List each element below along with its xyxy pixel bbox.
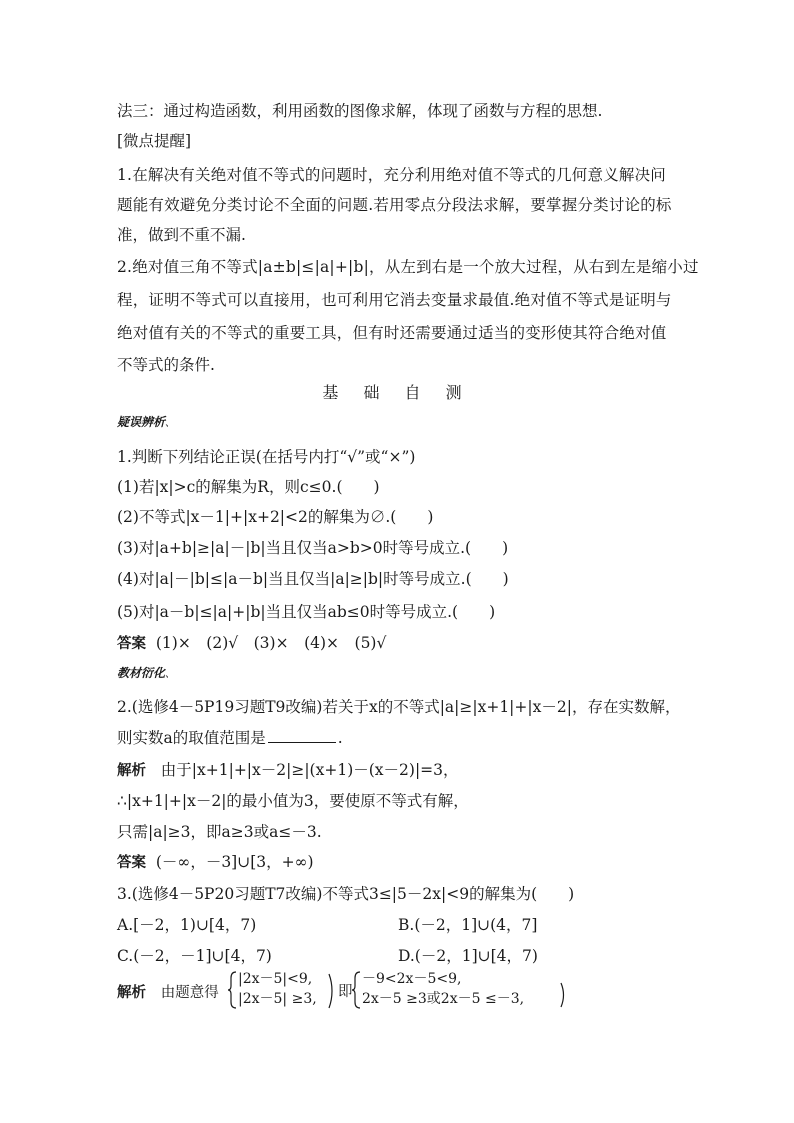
q3-option-c: C.(－2，－1]∪[4，7) <box>117 947 272 965</box>
q1-item-5: (5)对|a－b|≤|a|+|b|当且仅当ab≤0时等号成立.( ) <box>117 603 496 621</box>
q1-item-3: (3)对|a+b|≥|a|－|b|当且仅当a>b>0时等号成立.( ) <box>117 539 509 557</box>
left-brace-icon <box>228 970 238 1010</box>
answer-label: 答案 <box>117 855 146 871</box>
q3-stem: 3.(选修4－5P20习题T7改编)不等式3≤|5－2x|<9的解集为( ) <box>117 885 575 903</box>
tip2-line4: 不等式的条件. <box>117 356 215 374</box>
tip2-line2: 程，证明不等式可以直接用，也可利用它消去变量求最值.绝对值不等式是证明与 <box>117 291 672 309</box>
solution-label: 解析 <box>117 763 146 779</box>
answer-label: 答案 <box>117 636 146 652</box>
q2-solution-line1 <box>117 760 459 781</box>
right-brace-1-icon <box>328 972 334 1010</box>
system-1-bottom: |2x－5| ≥3, <box>238 991 317 1007</box>
solution-label: 解析 <box>117 985 146 1001</box>
answer-text: (－∞，－3]∪[3，+∞) <box>155 853 314 871</box>
q3-solution-label-line <box>117 982 219 1003</box>
q1-item-2: (2)不等式|x－1|+|x+2|<2的解集为∅.( ) <box>117 508 434 526</box>
q2-line2-text: 则实数a的取值范围是 <box>117 729 266 747</box>
tip2-line3: 绝对值有关的不等式的重要工具，但有时还需要通过适当的变形使其符合绝对值 <box>117 324 667 342</box>
part2-tag <box>117 665 175 683</box>
tips-heading: [微点提醒] <box>117 132 192 150</box>
tag-mark-icon: 、 <box>165 669 176 680</box>
system-1-top: |2x－5|<9, <box>238 971 313 987</box>
tag-mark-icon: 、 <box>165 418 176 429</box>
solution-text-1: 由于|x+1|+|x－2|≥|(x+1)－(x－2)|=3， <box>160 761 459 779</box>
q3-option-a: A.[－2，1)∪[4，7) <box>117 916 257 934</box>
system-2-top: －9<2x－5<9, <box>362 971 462 987</box>
left-brace-icon <box>352 970 362 1010</box>
answer-blank <box>268 728 336 743</box>
q3-option-d: D.(－2，1]∪[4，7) <box>398 947 538 965</box>
q3-option-b: B.(－2，1]∪(4，7] <box>398 916 538 934</box>
section-title: 基 础 自 测 <box>322 383 472 402</box>
q1-item-4: (4)对|a|－|b|≤|a－b|当且仅当|a|≥|b|时等号成立.( ) <box>117 570 509 588</box>
q2-solution-line2: ∴|x+1|+|x－2|的最小值为3，要使原不等式有解， <box>117 792 469 810</box>
part1-tag-text: 疑误辨析 <box>117 415 166 429</box>
system-2 <box>352 970 572 1010</box>
q2-answer <box>117 852 314 873</box>
q2-line2 <box>117 728 343 748</box>
q2-line1: 2.(选修4－5P19习题T9改编)若关于x的不等式|a|≥|x+1|+|x－2|，存在实数解， <box>117 698 681 716</box>
part2-tag-text: 教材衍化 <box>117 666 166 680</box>
tip1-line3: 准，做到不重不漏. <box>117 226 246 244</box>
solution-prefix: 由题意得 <box>160 985 219 1001</box>
part1-tag <box>117 414 175 432</box>
q1-answer <box>117 633 386 654</box>
tip1-line1: 1.在解决有关绝对值不等式的问题时，充分利用绝对值不等式的几何意义解决问 <box>117 166 666 184</box>
q2-line2-end: . <box>337 729 343 747</box>
q1-stem: 1.判断下列结论正误(在括号内打“√”或“×”) <box>117 448 416 466</box>
method3-text: 法三：通过构造函数，利用函数的图像求解，体现了函数与方程的思想. <box>117 102 603 120</box>
answer-text: (1)× (2)√ (3)× (4)× (5)√ <box>155 634 387 652</box>
solution-mid: 即 <box>338 984 353 1000</box>
q2-solution-line3: 只需|a|≥3，即a≥3或a≤－3. <box>117 823 322 841</box>
system-2-bottom: 2x－5 ≥3或2x－5 ≤－3, <box>362 991 525 1007</box>
tip1-line2: 题能有效避免分类讨论不全面的问题.若用零点分段法求解，要掌握分类讨论的标 <box>117 196 672 214</box>
right-paren-icon <box>560 982 568 1008</box>
tip2-line1: 2.绝对值三角不等式|a±b|≤|a|+|b|，从左到右是一个放大过程，从右到左是缩小过 <box>117 258 699 276</box>
q1-item-1: (1)若|x|>c的解集为R，则c≤0.( ) <box>117 478 380 496</box>
